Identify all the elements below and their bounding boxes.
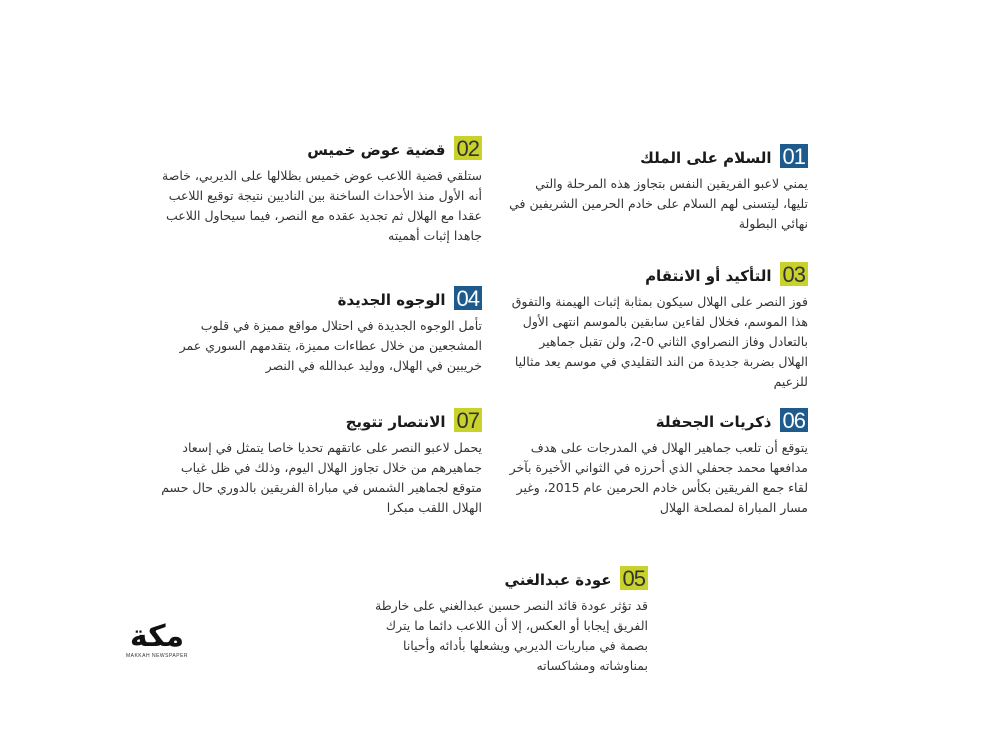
section-06 (508, 408, 808, 518)
section-06-header (508, 408, 808, 432)
section-text: فوز النصر على الهلال سيكون بمثابة إثبات الهيمنة والتفوق هذا الموسم، فخلال لقاءين سابقين بالموسم انتهى الأول بالتعادل وفاز النصراوي الثاني 0-2، ولن تقبل جماهير الهلال بضربة جديدة من الند التقليدي في موسم يعد مثاليا للزعيم (511, 294, 808, 389)
section-number-badge: 06 (780, 408, 808, 432)
section-title: قضية عوض خميس (307, 141, 446, 159)
section-07 (157, 408, 482, 518)
section-text: تأمل الوجوه الجديدة في احتلال مواقع مميزة في قلوب المشجعين من خلال عطاءات مميزة، يتقدمهم السوري عمر خريبين في الهلال، ووليد عبدالله في النصر (179, 318, 482, 373)
section-text: يمني لاعبو الفريقين النفس بتجاوز هذه المرحلة والتي تليها، ليتسنى لهم السلام على خادم الحرمين الشريفين في نهائي البطولة (509, 176, 808, 231)
makkah-logo (118, 619, 196, 659)
section-04 (157, 286, 482, 376)
section-number-badge: 02 (454, 136, 482, 160)
section-01 (508, 144, 808, 234)
section-number-badge: 05 (620, 566, 648, 590)
section-04-header (157, 286, 482, 310)
section-title: السلام على الملك (640, 149, 772, 167)
logo-mark: مكة (129, 619, 185, 654)
section-title: الوجوه الجديدة (337, 291, 446, 309)
section-number-badge: 01 (780, 144, 808, 168)
section-text: يحمل لاعبو النصر على عاتقهم تحديا خاصا يتمثل في إسعاد جماهيرهم من خلال تجاوز الهلال اليوم، وذلك في ظل غياب متوقع لجماهير الشمس في مباراة الفريقين بالدوري حال حسم الهلال اللقب مبكرا (161, 440, 482, 515)
section-text: ستلقي قضية اللاعب عوض خميس بظلالها على الديربي، خاصة أنه الأول منذ الأحداث الساخنة بين الناديين نتيجة توقيع اللاعب عقدا مع الهلال ثم تجديد عقده مع النصر، فيما سيحاول اللاعب جاهدا إثبات أهميته (162, 168, 482, 243)
section-01-header (508, 144, 808, 168)
section-text: يتوقع أن تلعب جماهير الهلال في المدرجات على هدف مدافعها محمد جحفلي الذي أحرزه في الثواني الأخيرة بآخر لقاء جمع الفريقين بكأس خادم الحرمين عام 2015، وغير مسار المباراة لمصلحة الهلال (509, 440, 808, 515)
section-05-header (358, 566, 648, 590)
section-05 (358, 566, 648, 676)
section-title: عودة عبدالغني (504, 571, 612, 589)
section-02-header (157, 136, 482, 160)
section-number-badge: 07 (454, 408, 482, 432)
section-title: ذكريات الجحفلة (655, 413, 772, 431)
section-title: الانتصار تتويج (345, 413, 446, 431)
section-text: قد تؤثر عودة قائد النصر حسين عبدالغني على خارطة الفريق إيجابا أو العكس، إلا أن اللاعب دائما ما يترك بصمة في مباريات الديربي ويشعلها بأدائه وأحيانا بمناوشاته ومشاكساته (375, 598, 648, 673)
section-number-badge: 03 (780, 262, 808, 286)
section-03 (508, 262, 808, 392)
section-number-badge: 04 (454, 286, 482, 310)
section-07-header (157, 408, 482, 432)
logo-subtitle: MAKKAH NEWSPAPER (125, 653, 189, 659)
section-02 (157, 136, 482, 246)
section-title: التأكيد أو الانتقام (645, 267, 772, 285)
section-03-header (508, 262, 808, 286)
